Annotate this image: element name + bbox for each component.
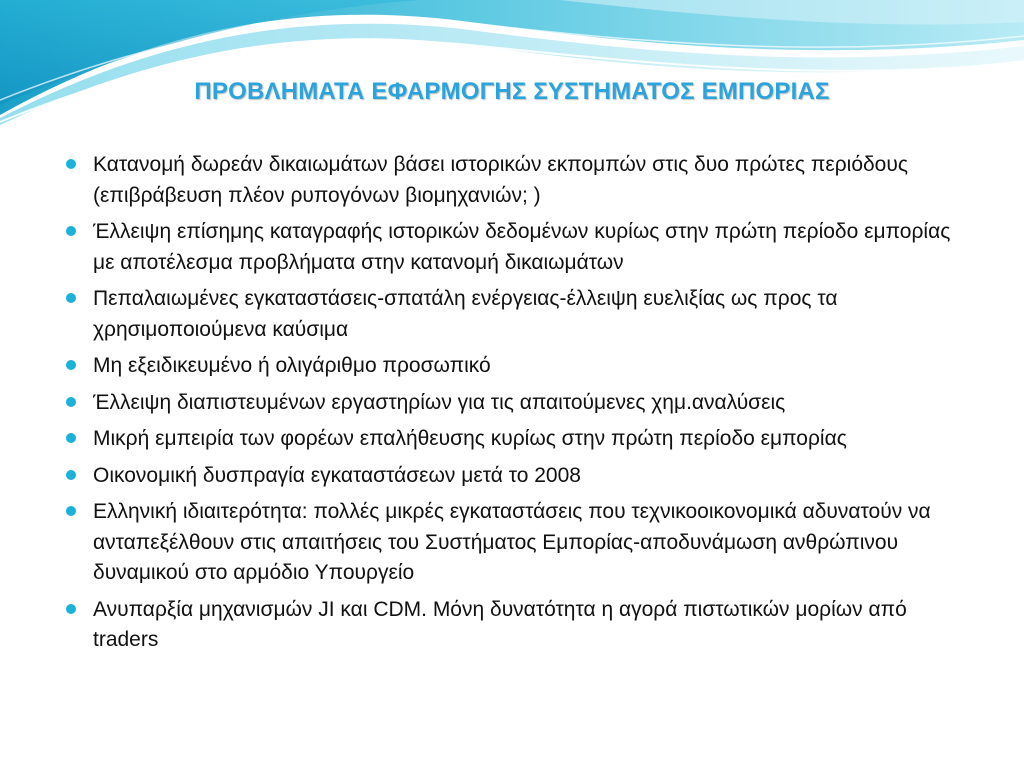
- bullet-icon: [66, 159, 76, 169]
- bullet-icon: [66, 226, 76, 236]
- bullet-text: Πεπαλαιωμένες εγκαταστάσεις-σπατάλη ενέργειας-έλλειψη ευελιξίας ως προς τα χρησιμοποιούμενα καύσιμα: [93, 287, 838, 341]
- bullet-text: Μη εξειδικευμένο ή ολιγάριθμο προσωπικό: [93, 354, 491, 377]
- bullet-text: Μικρή εμπειρία των φορέων επαλήθευσης κυρίως στην πρώτη περίοδο εμπορίας: [93, 427, 847, 450]
- bullet-text: Ανυπαρξία μηχανισμών JI και CDM. Μόνη δυνατότητα η αγορά πιστωτικών μορίων από traders: [93, 597, 907, 651]
- bullet-item: [60, 217, 965, 278]
- bullet-text: Έλλειψη διαπιστευμένων εργαστηρίων για τις απαιτούμενες χημ.αναλύσεις: [93, 390, 786, 414]
- bullet-item: [60, 595, 965, 656]
- slide-title: ΠΡΟΒΛΗΜΑΤΑ ΕΦΑΡΜΟΓΗΣ ΣΥΣΤΗΜΑΤΟΣ ΕΜΠΟΡΙΑΣ: [194, 78, 830, 105]
- bullet-text: Έλλειψη επίσημης καταγραφής ιστορικών δεδομένων κυρίως στην πρώτη περίοδο εμπορίας με αποτέλεσμα προβλήματα στην κατανομή δικαιωμάτων: [93, 220, 951, 274]
- bullet-item: [60, 497, 965, 589]
- bullet-text: Οικονομική δυσπραγία εγκαταστάσεων μετά το 2008: [93, 463, 581, 487]
- bullet-text: Ελληνική ιδιαιτερότητα: πολλές μικρές εγκαταστάσεις που τεχνικοοικονομικά αδυνατούν να ανταπεξέλθουν στις απαιτήσεις του Συστήματος Εμπορίας-αποδυνάμωση ανθρώπινου δυναμικού στο αρμόδιο Υπουργείο: [93, 500, 931, 584]
- bullet-list: [60, 150, 965, 662]
- bullet-icon: [66, 360, 76, 370]
- bullet-item: [60, 424, 965, 455]
- bullet-icon: [66, 397, 76, 407]
- bullet-item: [60, 461, 965, 492]
- bullet-icon: [66, 470, 76, 480]
- bullet-icon: [66, 604, 76, 614]
- bullet-item: [60, 284, 965, 345]
- bullet-icon: [66, 506, 76, 516]
- bullet-item: [60, 351, 965, 382]
- wave-header-graphic: [0, 0, 1024, 140]
- bullet-icon: [66, 293, 76, 303]
- bullet-icon: [66, 433, 76, 443]
- bullet-item: [60, 388, 965, 419]
- bullet-item: [60, 150, 965, 211]
- bullet-text: Κατανομή δωρεάν δικαιωμάτων βάσει ιστορικών εκπομπών στις δυο πρώτες περιόδους (επιβράβευση πλέον ρυπογόνων βιομηχανιών; ): [93, 153, 908, 207]
